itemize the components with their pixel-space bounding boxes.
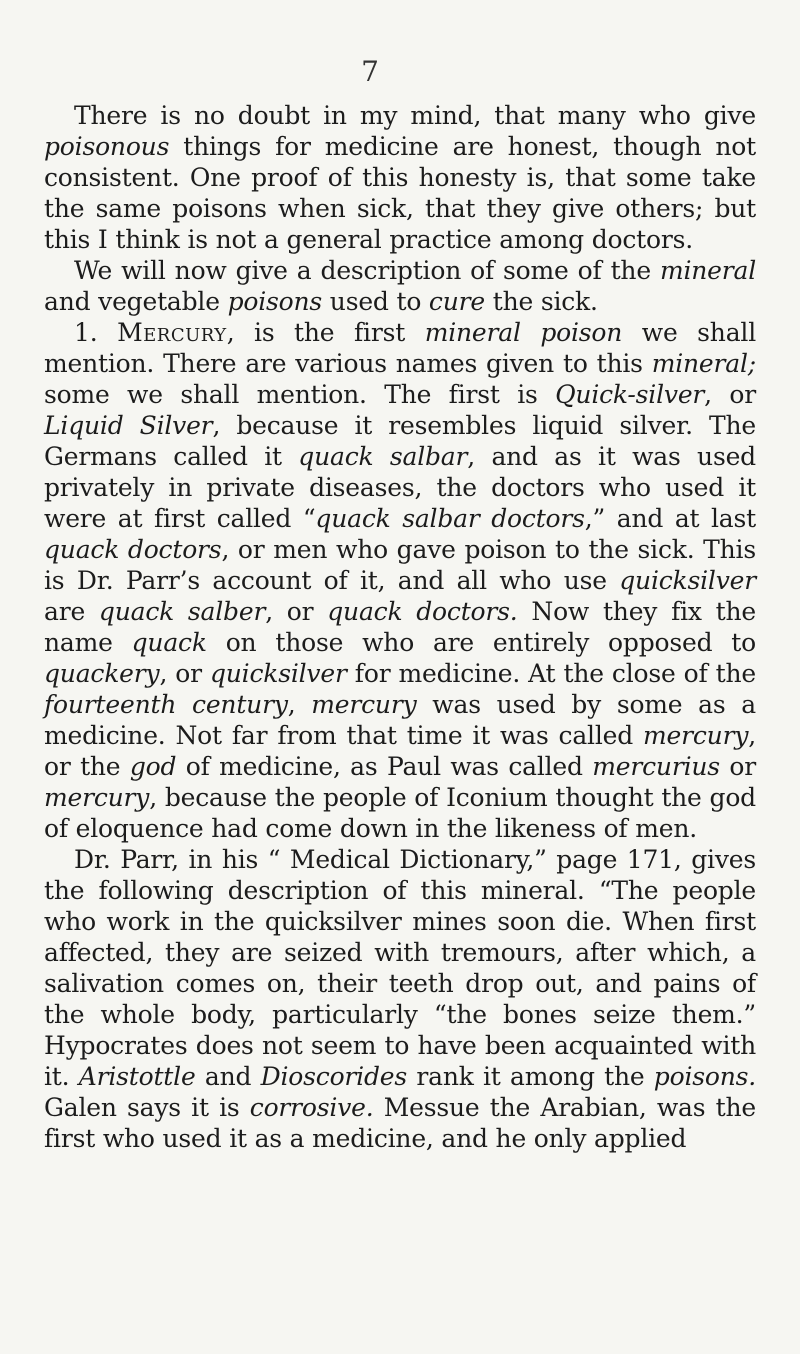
text-run: the sick. [484,287,598,316]
text-run: , or [265,597,328,626]
text-run: ,” and at last [584,504,756,533]
text-run: , because it resembles liquid silver. The Germans called it [44,411,756,471]
italic-text: quack doctors [44,535,222,564]
paragraph [44,844,756,1154]
italic-text: mercury [643,721,749,750]
italic-text: fourteenth century [44,690,288,719]
text-run: , is the first [226,318,425,347]
body-text [44,100,756,1154]
text-run: of medicine, as Paul was called [176,752,593,781]
text-run: , and as it was used privately in private diseases, the doctors who used it were at first called “ [44,442,756,533]
italic-text: quack salbar [298,442,468,471]
italic-text: quack salber [98,597,266,626]
italic-text: mercury [311,690,417,719]
text-run: some we shall mention. The first is [44,380,556,409]
text-run: rank it among the [407,1062,654,1091]
text-run: Dr. Parr, in his “ Medical Dictionary,” page 171, gives the following description of this mineral. “The people who work in the quicksilver mines soon die. When first affected, they are seized with tremours, after which, a salivation comes on, their teeth drop out, and pains of the whole body, particularly “the bones seize them.” Hypocrates does not seem to have been acquainted with it. [44,845,756,1091]
italic-text: mineral poison [424,318,623,347]
text-run: and vegetable [44,287,228,316]
italic-text: Dioscorides [260,1062,408,1091]
text-run: Now they fix the name [44,597,757,657]
italic-text: quicksilver [209,659,347,688]
text-run: We will now give a description of some of the [74,256,660,285]
text-run: or [719,752,756,781]
italic-text: quack salbar doctors [315,504,585,533]
italic-text: quack doctors. [327,597,518,626]
text-run: and [195,1062,261,1091]
italic-text: cure [428,287,485,316]
text-run: There is no doubt in my mind, that many who give [74,101,756,130]
italic-text: quack [131,628,207,657]
text-run: , or [704,380,756,409]
text-run: used to [322,287,429,316]
italic-text: Liquid Silver [44,411,213,440]
paragraph [44,255,756,317]
italic-text: poisonous [44,132,170,161]
page-number: 7 [361,55,379,88]
italic-text: mineral; [651,349,756,378]
text-run: , [287,690,312,719]
italic-text: Aristottle [78,1062,196,1091]
small-caps-text: Mercury [117,318,227,347]
italic-text: poisons [227,287,323,316]
text-run: , or the [44,721,756,781]
italic-text: corrosive. [249,1093,374,1122]
text-run: was used by some as a medicine. Not far from that time it was called [44,690,756,750]
text-run: for medicine. At the close of the [346,659,756,688]
paragraph [44,317,756,844]
text-run: , or [159,659,210,688]
text-run: 1. [74,318,118,347]
italic-text: mercury [44,783,150,812]
text-run: Messue the Arabian, was the first who used it as a medicine, and he only applied [44,1093,756,1153]
italic-text: quicksilver [619,566,756,595]
paragraph [44,100,756,255]
text-run: , because the people of Iconium thought the god of eloquence had come down in the likeness of men. [44,783,756,843]
italic-text: mercurius [592,752,720,781]
text-run: we shall mention. There are various names given to this [44,318,756,378]
text-run: , or men who gave poison to the sick. This is Dr. Parr’s account of it, and all who use [44,535,756,595]
italic-text: Quick-silver [555,380,705,409]
text-run: things for medicine are honest, though not consistent. One proof of this honesty is, that some take the same poisons when sick, that they give others; but this I think is not a general practice among doctors. [44,132,756,254]
text-run: are [44,597,99,626]
text-run: Galen says it is [44,1093,250,1122]
italic-text: poisons. [653,1062,757,1091]
italic-text: mineral [659,256,756,285]
italic-text: quackery [44,659,160,688]
italic-text: god [129,752,177,781]
text-run: on those who are entirely opposed to [206,628,756,657]
